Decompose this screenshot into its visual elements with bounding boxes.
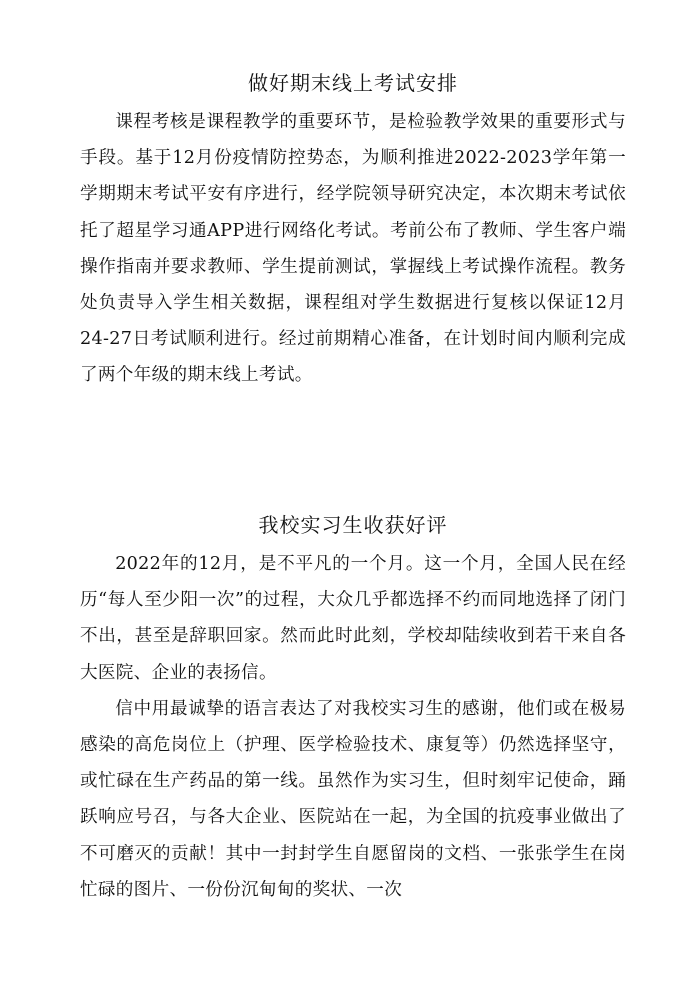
section-exam-arrangement bbox=[80, 68, 626, 394]
section-title: 我校实习生收获好评 bbox=[258, 513, 448, 537]
section-title: 做好期末线上考试安排 bbox=[248, 71, 458, 95]
paragraph: 2022年的12月，是不平凡的一个月。这一个月，全国人民在经历“每人至少阳一次”的过程，大众几乎都选择不约而同地选择了闭门不出，甚至是辞职回家。然而此时此刻，学校却陆续收到若干来自各大医院、企业的表扬信。 bbox=[80, 554, 626, 683]
paragraph: 课程考核是课程教学的重要环节，是检验教学效果的重要形式与手段。基于12月份疫情防控势态，为顺利推进2022-2023学年第一学期期末考试平安有序进行，经学院领导研究决定，本次期末考试依托了超星学习通APP进行网络化考试。考前公布了教师、学生客户端操作指南并要求教师、学生提前测试，掌握线上考试操作流程。教务处负责导入学生相关数据，课程组对学生数据进行复核以保证12月24-27日考试顺利进行。经过前期精心准备，在计划时间内顺利完成了两个年级的期末线上考试。 bbox=[80, 112, 626, 386]
section-intern-praise bbox=[80, 510, 626, 908]
paragraph: 信中用最诚挚的语言表达了对我校实习生的感谢，他们或在极易感染的高危岗位上（护理、医学检验技术、康复等）仍然选择坚守，或忙碌在生产药品的第一线。虽然作为实习生，但时刻牢记使命，踊跃响应号召，与各大企业、医院站在一起，为全国的抗疫事业做出了不可磨灭的贡献！其中一封封学生自愿留岗的文档、一张张学生在岗忙碌的图片、一份份沉甸甸的奖状、一次 bbox=[80, 698, 626, 900]
